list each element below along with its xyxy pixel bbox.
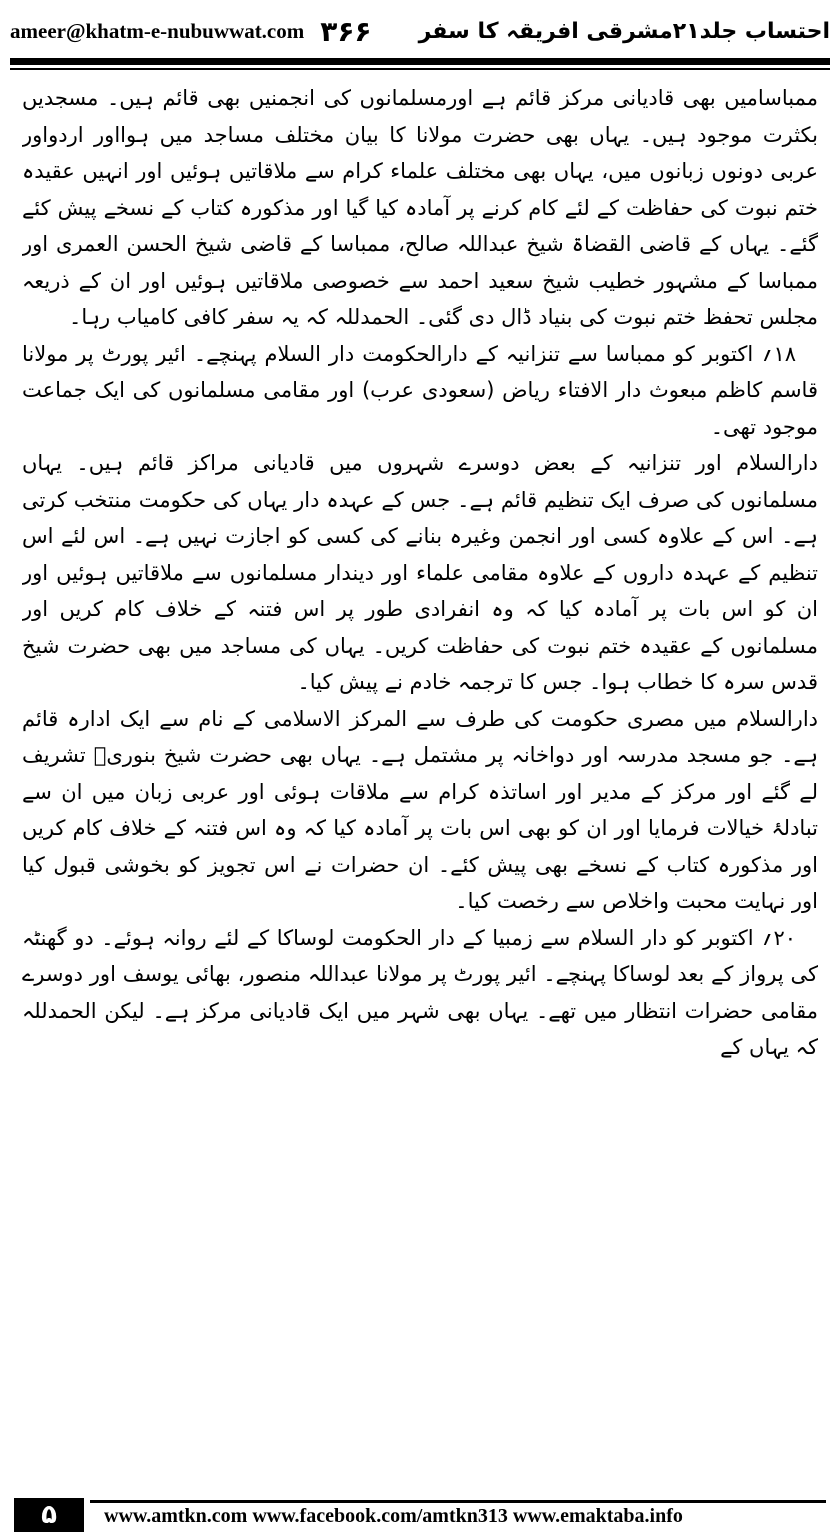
header-email: ameer@khatm-e-nubuwwat.com [10, 18, 305, 43]
page-footer [14, 1498, 826, 1532]
header-rule-thick [10, 58, 830, 65]
footer-rule [90, 1500, 826, 1503]
paragraph-1: ممباسامیں بھی قادیانی مرکز قائم ہے اورمسلمانوں کی انجمنیں بھی قائم ہیں۔ مسجدیں بکثرت موجود ہیں۔ یہاں بھی حضرت مولانا کا بیان مختلف مساجد میں ہوااور اردواور عربی دونوں زبانوں میں، یہاں بھی مختلف علماء کرام سے ملاقاتیں ہوئیں اور انہیں عقیدہ ختم نبوت کی حفاظت کے لئے کام کرنے پر آمادہ کیا گیا اور مذکورہ کتاب کے نسخے پیش کئے گئے۔ یہاں کے قاضی القضاۃ شیخ عبداللہ صالح، ممباسا کے قاضی شیخ الحسن العمری اور ممباسا کے مشہور خطیب شیخ سعید احمد سے خصوصی ملاقاتیں ہوئیں اور ان کے ذریعہ مجلس تحفظ ختم نبوت کی بنیاد ڈال دی گئی۔ الحمدللہ کہ یہ سفر کافی کامیاب رہا۔ [22, 86, 818, 329]
footer-urls: www.amtkn.com www.facebook.com/amtkn313 www.emaktaba.info [104, 1505, 683, 1527]
paragraph-3: دارالسلام اور تنزانیہ کے بعض دوسرے شہروں میں قادیانی مراکز قائم ہیں۔ یہاں مسلمانوں کی صرف ایک تنظیم قائم ہے۔ جس کے عہدہ دار یہاں کی حکومت منتخب کرتی ہے۔ اس کے علاوہ کسی اور انجمن وغیرہ بنانے کی کسی کو اجازت نہیں ہے۔ اس لئے اس تنظیم کے عہدہ داروں کے علاوہ مقامی علماء اور دیندار مسلمانوں سے ملاقاتیں ہوئیں اور ان کو اس بات پر آمادہ کیا کہ وہ انفرادی طور پر اس فتنہ کے خلاف کام کریں اور مسلمانوں کے عقیدہ ختم نبوت کی حفاظت کریں۔ یہاں کی مساجد میں بھی حضرت شیخ قدس سرہ کا خطاب ہوا۔ جس کا ترجمہ خادم نے پیش کیا۔ [22, 451, 818, 694]
footer-page-number: ۵ [14, 1498, 84, 1532]
paragraph-4: دارالسلام میں مصری حکومت کی طرف سے المرکز الاسلامی کے نام سے ایک ادارہ قائم ہے۔ جو مسجد مدرسہ اور دواخانہ پر مشتمل ہے۔ یہاں بھی حضرت شیخ بنوریؒ تشریف لے گئے اور مرکز کے مدیر اور اساتذہ کرام سے ملاقات ہوئی اور عربی زبان میں ان سے تبادلۂ خیالات فرمایا اور ان کو بھی اس بات پر آمادہ کیا کہ وہ اس فتنہ کے خلاف کام کریں اور مذکورہ کتاب کے نسخے بھی پیش کئے۔ ان حضرات نے اس تجویز کو بخوشی قبول کیا اور نہایت محبت واخلاص سے رخصت کیا۔ [22, 706, 818, 913]
header-rule-thin [10, 68, 830, 70]
header-page-number: ۳۶۶ [320, 14, 372, 48]
header-left [10, 15, 372, 48]
paragraph-2: ۱۸؍ اکتوبر کو ممباسا سے تنزانیہ کے دارالحکومت دار السلام پہنچے۔ ائیر پورٹ پر مولانا قاسم کاظم مبعوث دار الافتاء ریاض (سعودی عرب) اور مقامی مسلمانوں کی ایک جماعت موجود تھی۔ [22, 341, 818, 439]
footer-right [84, 1498, 826, 1532]
header-book-title: احتساب جلد۲۱مشرقی افریقہ کا سفر [418, 18, 830, 44]
page-body [22, 80, 818, 1478]
paragraph-5: ۲۰؍ اکتوبر کو دار السلام سے زمبیا کے دار الحکومت لوساکا کے لئے روانہ ہوئے۔ دو گھنٹہ کی پرواز کے بعد لوساکا پہنچے۔ ائیر پورٹ پر مولانا عبداللہ منصور، بھائی یوسف اور دوسرے مقامی حضرات انتظار میں تھے۔ یہاں بھی شہر میں ایک قادیانی مرکز ہے۔ لیکن الحمدللہ کہ یہاں کے [22, 925, 818, 1059]
page-header [10, 14, 830, 48]
